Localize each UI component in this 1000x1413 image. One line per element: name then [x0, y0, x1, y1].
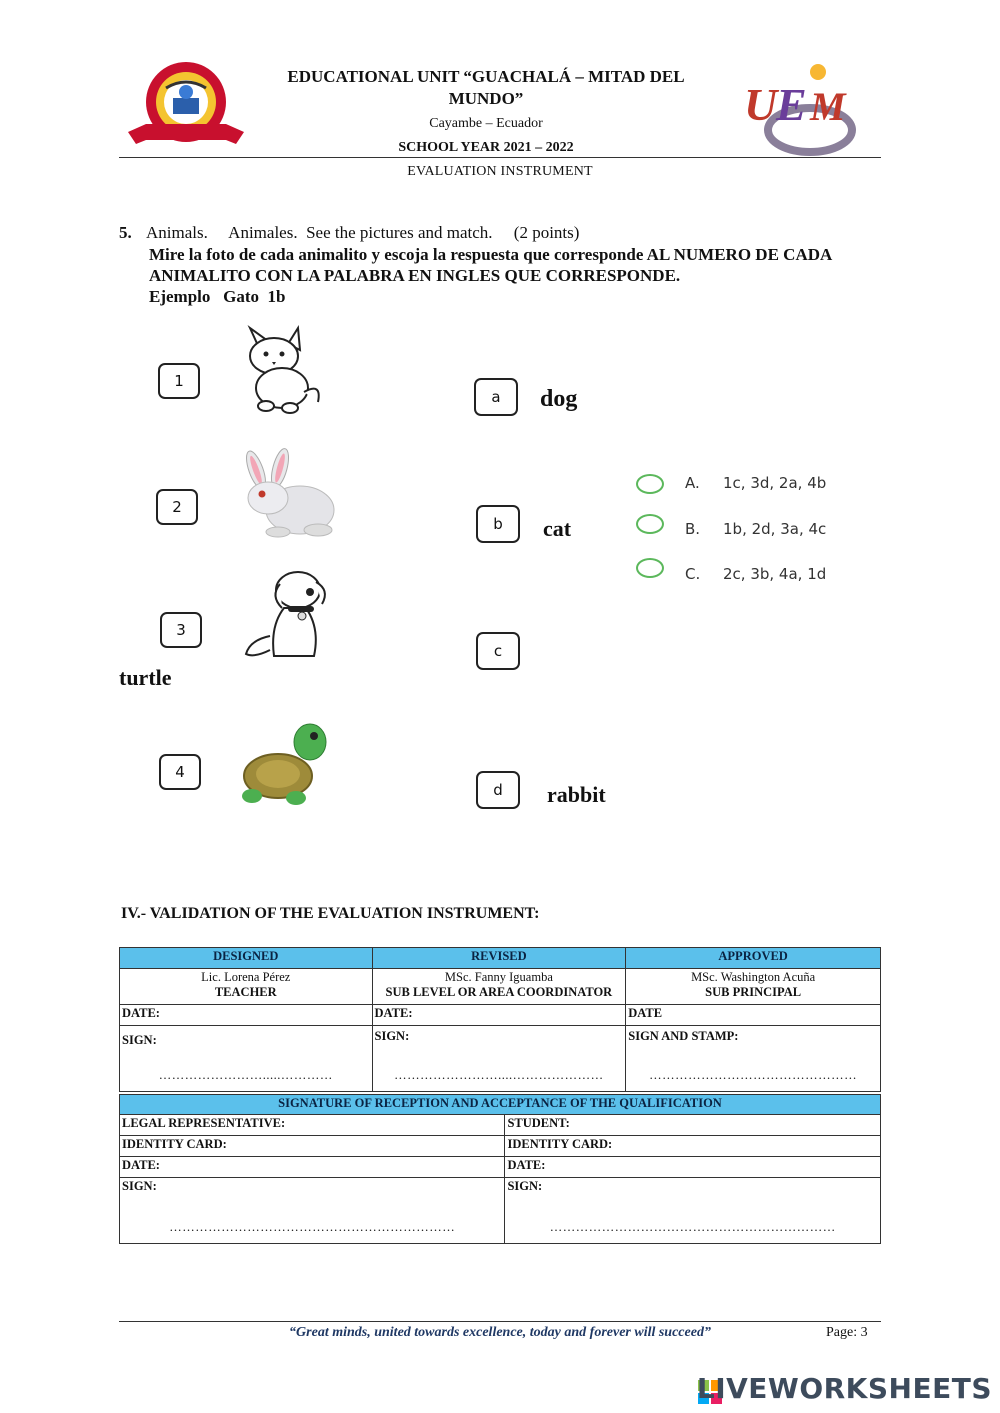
- letter-box-d: d: [476, 771, 520, 809]
- signature-line: …………………………………………………………: [549, 1220, 836, 1234]
- letter-box-a: a: [474, 378, 518, 416]
- sign-cell: [120, 1026, 373, 1092]
- animal-number-box: 3: [160, 612, 202, 648]
- word-turtle: turtle: [119, 665, 172, 690]
- school-year: SCHOOL YEAR 2021 – 2022: [398, 140, 574, 155]
- footer-divider: [119, 1321, 881, 1322]
- school-logo-left: [126, 58, 246, 158]
- reviewer-name: MSc. Fanny Iguamba: [444, 970, 553, 984]
- sign-label: SIGN:: [507, 1179, 543, 1193]
- reception-title: SIGNATURE OF RECEPTION AND ACCEPTANCE OF THE QUALIFICATION: [120, 1095, 881, 1115]
- option-a[interactable]: [685, 474, 826, 492]
- word-a: dog: [540, 386, 578, 412]
- page-number: Page: 3: [826, 1325, 868, 1340]
- footer-motto: “Great minds, united towards excellence, today and forever will succeed”: [289, 1325, 711, 1340]
- question-instruction-block: [149, 244, 869, 307]
- word-d: rabbit: [547, 782, 606, 807]
- identity-card-label: IDENTITY CARD:: [505, 1136, 881, 1157]
- liveworksheets-watermark: LIVEWORKSHEETS: [696, 1372, 992, 1405]
- option-c-radio[interactable]: [636, 558, 664, 578]
- question-number: 5.: [119, 223, 132, 242]
- option-a-radio[interactable]: [636, 474, 664, 494]
- signature-line: …………………….....…………: [158, 1068, 333, 1082]
- sign-cell: [120, 1178, 505, 1244]
- designer-role: TEACHER: [214, 985, 277, 999]
- turtle-image: [236, 716, 328, 806]
- animal-number-box: 2: [156, 489, 198, 525]
- animal-number-box: 1: [158, 363, 200, 399]
- validation-title: IV.- VALIDATION OF THE EVALUATION INSTRUMENT:: [121, 905, 540, 922]
- school-name: EDUCATIONAL UNIT “GUACHALÁ – MITAD DEL MUNDO”: [287, 67, 685, 108]
- header-divider: [119, 157, 881, 158]
- question-example: Ejemplo Gato 1b: [149, 287, 286, 306]
- option-b-letter: B.: [685, 520, 701, 538]
- letter-box-c: c: [476, 632, 520, 670]
- option-c-answer: 2c, 3b, 4a, 1d: [723, 565, 827, 583]
- reviewer-cell: [372, 969, 626, 1005]
- signature-line: …………………………………………………………: [169, 1220, 456, 1234]
- question-line: [119, 223, 579, 243]
- option-b-radio[interactable]: [636, 514, 664, 534]
- school-city: Cayambe – Ecuador: [429, 116, 543, 131]
- reception-table: [119, 1094, 881, 1244]
- option-c[interactable]: [685, 565, 826, 583]
- dog-image: [240, 566, 332, 666]
- option-a-letter: A.: [685, 474, 700, 492]
- animal-number-box: 4: [159, 754, 201, 790]
- rabbit-image: [234, 448, 338, 540]
- designer-name: Lic. Lorena Pérez: [201, 970, 291, 984]
- instrument-title: EVALUATION INSTRUMENT: [407, 164, 593, 179]
- sign-cell: [505, 1178, 881, 1244]
- svg-text:U: U: [744, 79, 778, 130]
- sign-label: SIGN:: [122, 1179, 157, 1193]
- option-b[interactable]: [685, 520, 826, 538]
- sign-label: SIGN:: [374, 1029, 410, 1043]
- cat-image: [240, 322, 326, 414]
- school-logo-right: [740, 58, 856, 158]
- question-instruction: Mire la foto de cada animalito y escoja la respuesta que corresponde AL NUMERO DE CADA ANIMALITO CON LA PALABRA EN INGLES QUE CORRESPONDE.: [149, 245, 832, 285]
- sign-label: SIGN AND STAMP:: [628, 1029, 739, 1043]
- date-label: DATE: [626, 1005, 881, 1026]
- option-c-letter: C.: [685, 565, 701, 583]
- approver-name: MSc. Washington Acuña: [691, 970, 816, 984]
- date-label: DATE:: [120, 1005, 373, 1026]
- letter-box-b: b: [476, 505, 520, 543]
- sign-label: SIGN:: [122, 1033, 157, 1047]
- option-b-answer: 1b, 2d, 3a, 4c: [723, 520, 827, 538]
- date-label: DATE:: [120, 1157, 505, 1178]
- identity-card-label: IDENTITY CARD:: [120, 1136, 505, 1157]
- signature-line: …………………………………………: [649, 1068, 858, 1082]
- header-approved: APPROVED: [626, 948, 881, 969]
- header-revised: REVISED: [372, 948, 626, 969]
- date-label: DATE:: [505, 1157, 881, 1178]
- student-label: STUDENT:: [505, 1115, 881, 1136]
- svg-text:E: E: [776, 79, 807, 130]
- signature-line: ……………………....…………………: [394, 1068, 604, 1082]
- question-text: Animals. Animales. See the pictures and match. (2 points): [146, 223, 580, 242]
- approver-role: SUB PRINCIPAL: [705, 985, 802, 999]
- designer-cell: [120, 969, 373, 1005]
- reviewer-role: SUB LEVEL OR AREA COORDINATOR: [385, 985, 613, 999]
- sign-cell: [626, 1026, 881, 1092]
- legal-representative-label: LEGAL REPRESENTATIVE:: [120, 1115, 505, 1136]
- header-designed: DESIGNED: [120, 948, 373, 969]
- word-b: cat: [543, 516, 572, 541]
- date-label: DATE:: [372, 1005, 626, 1026]
- svg-text:M: M: [810, 84, 846, 129]
- sign-cell: [372, 1026, 626, 1092]
- option-a-answer: 1c, 3d, 2a, 4b: [723, 474, 827, 492]
- approver-cell: [626, 969, 881, 1005]
- validation-table: [119, 947, 881, 1092]
